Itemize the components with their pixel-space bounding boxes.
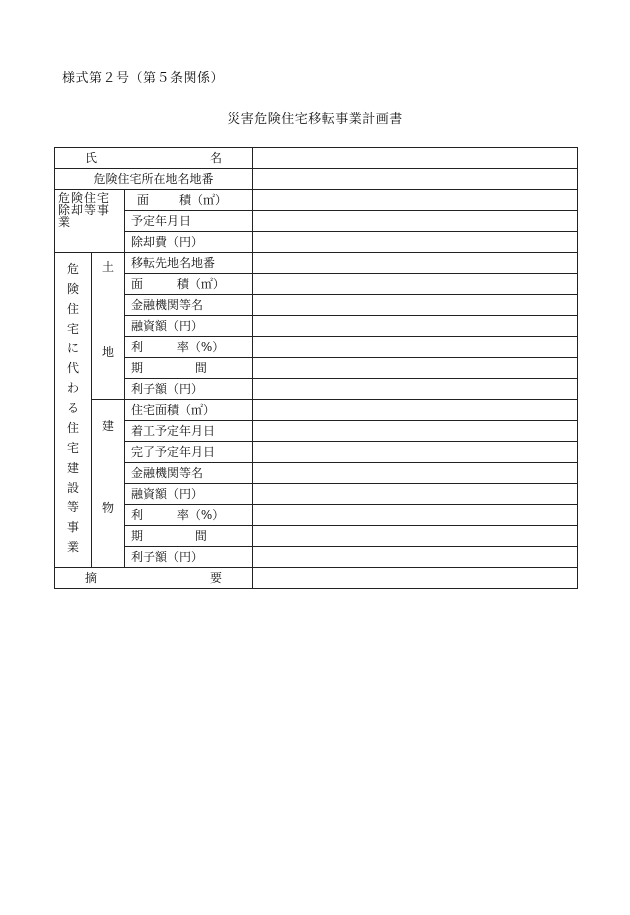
plan-table (54, 147, 578, 589)
value-land-loan[interactable] (253, 316, 578, 337)
value-building-loan[interactable] (253, 484, 578, 505)
row-removal-area (55, 190, 578, 211)
row-land-area (55, 274, 578, 295)
label-land-lender: 金融機関等名 (125, 295, 253, 316)
value-name[interactable] (253, 148, 578, 169)
row-name (55, 148, 578, 169)
form-number: 様式第２号（第５条関係） (62, 71, 225, 86)
label-building-group: 建 物 (92, 400, 125, 568)
row-building-interest (55, 547, 578, 568)
label-name: 氏 名 (55, 148, 253, 169)
row-summary (55, 568, 578, 589)
value-land-location[interactable] (253, 253, 578, 274)
label-land-group: 土 地 (92, 253, 125, 400)
value-address[interactable] (253, 169, 578, 190)
row-building-area (55, 400, 578, 421)
label-removal-cost: 除却費（円） (125, 232, 253, 253)
value-removal-date[interactable] (253, 211, 578, 232)
row-land-interest (55, 379, 578, 400)
row-land-period (55, 358, 578, 379)
label-building-loan: 融資額（円） (125, 484, 253, 505)
document-title: 災害危険住宅移転事業計画書 (227, 112, 403, 127)
row-building-loan (55, 484, 578, 505)
value-land-rate[interactable] (253, 337, 578, 358)
value-land-interest[interactable] (253, 379, 578, 400)
row-building-rate (55, 505, 578, 526)
row-building-finish (55, 442, 578, 463)
value-building-finish[interactable] (253, 442, 578, 463)
label-address: 危険住宅所在地名地番 (55, 169, 253, 190)
label-land-interest: 利子額（円） (125, 379, 253, 400)
label-removal-date: 予定年月日 (125, 211, 253, 232)
value-building-start[interactable] (253, 421, 578, 442)
value-building-interest[interactable] (253, 547, 578, 568)
label-land-area: 面 積（㎡） (125, 274, 253, 295)
row-building-lender (55, 463, 578, 484)
label-building-area: 住宅面積（㎡） (125, 400, 253, 421)
label-land-location: 移転先地名地番 (125, 253, 253, 274)
row-land-rate (55, 337, 578, 358)
value-building-period[interactable] (253, 526, 578, 547)
value-removal-cost[interactable] (253, 232, 578, 253)
value-land-lender[interactable] (253, 295, 578, 316)
label-land-rate: 利 率（%） (125, 337, 253, 358)
value-land-area[interactable] (253, 274, 578, 295)
row-address (55, 169, 578, 190)
label-replacement-group: 危 険 住 宅 に 代 わ る 住 宅 建 設 等 事 業 (55, 253, 92, 568)
label-land-loan: 融資額（円） (125, 316, 253, 337)
label-building-interest: 利子額（円） (125, 547, 253, 568)
row-land-loan (55, 316, 578, 337)
row-building-start (55, 421, 578, 442)
label-building-start: 着工予定年月日 (125, 421, 253, 442)
label-land-period: 期 間 (125, 358, 253, 379)
row-land-lender (55, 295, 578, 316)
value-building-lender[interactable] (253, 463, 578, 484)
label-building-finish: 完了予定年月日 (125, 442, 253, 463)
value-building-area[interactable] (253, 400, 578, 421)
value-removal-area[interactable] (253, 190, 578, 211)
value-building-rate[interactable] (253, 505, 578, 526)
label-building-lender: 金融機関等名 (125, 463, 253, 484)
row-building-period (55, 526, 578, 547)
row-removal-date (55, 211, 578, 232)
label-summary: 摘 要 (55, 568, 253, 589)
label-removal-group: 危険住宅除却等事業 (55, 190, 125, 253)
row-removal-cost (55, 232, 578, 253)
value-summary[interactable] (253, 568, 578, 589)
label-removal-area: 面 積（㎡） (125, 190, 253, 211)
label-building-rate: 利 率（%） (125, 505, 253, 526)
row-land-location (55, 253, 578, 274)
label-building-period: 期 間 (125, 526, 253, 547)
value-land-period[interactable] (253, 358, 578, 379)
